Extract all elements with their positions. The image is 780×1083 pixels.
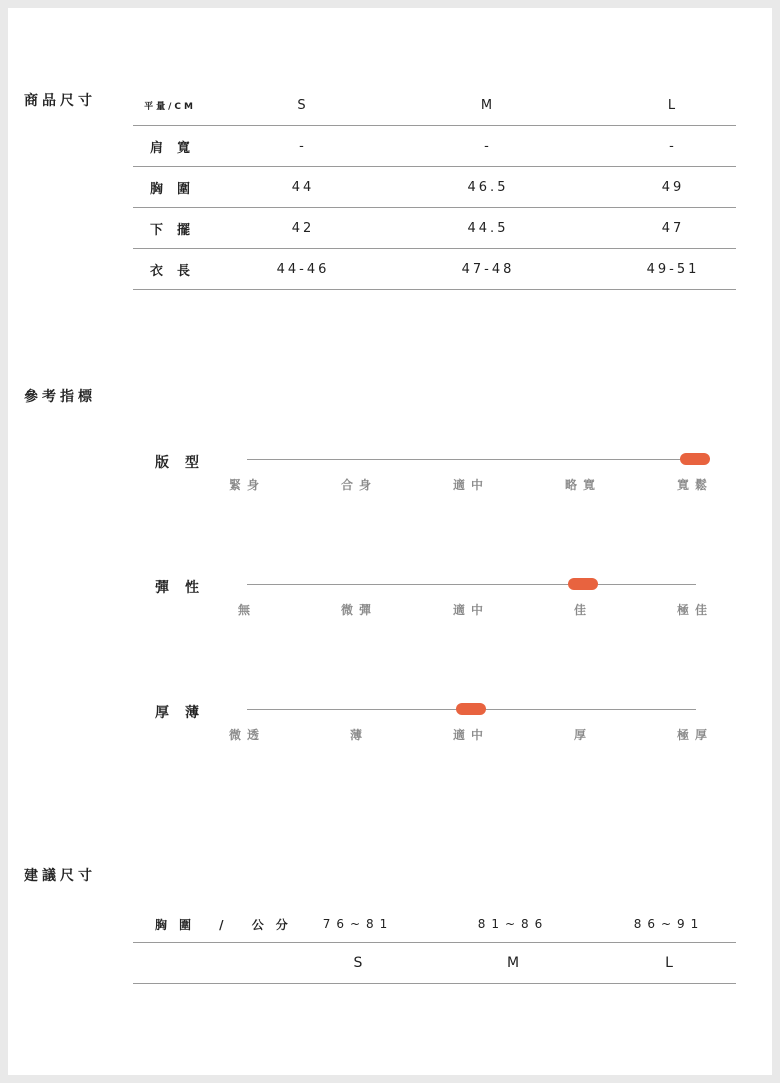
table-cell: 46.5 xyxy=(467,179,509,195)
indicator-label: 彈性 xyxy=(155,580,215,596)
indicator-label: 版型 xyxy=(155,455,215,471)
size-cell: M xyxy=(506,955,520,971)
indicator-tick: 微透 xyxy=(228,728,265,742)
indicator-track xyxy=(247,459,696,460)
range-cell: 76~81 xyxy=(322,917,394,931)
indicator-track xyxy=(247,584,696,585)
table-row xyxy=(133,126,736,167)
indicator-tick: 寬鬆 xyxy=(676,478,713,492)
row-label: 下擺 xyxy=(149,222,204,238)
table-cell: 47-48 xyxy=(461,261,515,277)
table-row xyxy=(133,167,736,208)
indicator-tick: 佳 xyxy=(573,603,592,617)
indicator-marker xyxy=(456,703,486,715)
indicator-tick: 厚 xyxy=(573,728,592,742)
indicator-tick: 適中 xyxy=(452,478,489,492)
table-cell: 44 xyxy=(291,179,315,195)
indicator-marker xyxy=(568,578,598,590)
range-cell: 86~91 xyxy=(633,917,705,931)
indicator-tick: 適中 xyxy=(452,728,489,742)
indicator-thickness xyxy=(8,702,772,762)
indicator-tick: 無 xyxy=(237,603,256,617)
indicator-tick: 略寬 xyxy=(564,478,601,492)
table-cell: 42 xyxy=(291,220,315,236)
indicator-tick: 極厚 xyxy=(676,728,713,742)
reference-section-title: 參考指標 xyxy=(24,389,96,405)
indicator-tick: 薄 xyxy=(349,728,368,742)
indicator-tick: 緊身 xyxy=(228,478,265,492)
indicator-tick: 微彈 xyxy=(340,603,377,617)
recommend-label: 胸圍 / 公分 xyxy=(155,917,300,932)
indicator-label: 厚薄 xyxy=(155,705,215,721)
row-label: 胸圍 xyxy=(149,181,204,197)
table-cell: - xyxy=(669,138,677,154)
table-cell: - xyxy=(299,138,307,154)
table-cell: - xyxy=(484,138,492,154)
indicator-marker xyxy=(680,453,710,465)
size-guide-page xyxy=(8,8,772,1075)
size-cell: S xyxy=(353,955,363,971)
indicator-elasticity xyxy=(8,577,772,637)
recommend-table xyxy=(133,906,736,984)
table-cell: 49-51 xyxy=(646,261,700,277)
size-header-s: S xyxy=(297,98,309,113)
table-cell: 47 xyxy=(661,220,685,236)
size-header-m: M xyxy=(480,98,496,113)
table-row xyxy=(133,208,736,249)
row-label: 肩寬 xyxy=(149,140,204,156)
table-cell: 44.5 xyxy=(467,220,509,236)
indicator-tick: 合身 xyxy=(340,478,377,492)
size-table-header xyxy=(133,86,736,126)
size-cell: L xyxy=(665,955,673,971)
table-cell: 49 xyxy=(661,179,685,195)
indicator-fit xyxy=(8,452,772,512)
size-table xyxy=(133,86,736,290)
recommend-range-row xyxy=(133,906,736,943)
size-section-title: 商品尺寸 xyxy=(24,93,96,109)
table-cell: 44-46 xyxy=(276,261,330,277)
size-header-l: L xyxy=(667,98,679,113)
indicator-tick: 適中 xyxy=(452,603,489,617)
recommend-section-title: 建議尺寸 xyxy=(24,868,96,884)
table-row xyxy=(133,249,736,290)
range-cell: 81~86 xyxy=(477,917,549,931)
indicator-tick: 極佳 xyxy=(676,603,713,617)
row-label: 衣長 xyxy=(149,263,204,279)
recommend-size-row xyxy=(133,943,736,984)
measure-unit-label: 平量/CM xyxy=(144,102,196,112)
